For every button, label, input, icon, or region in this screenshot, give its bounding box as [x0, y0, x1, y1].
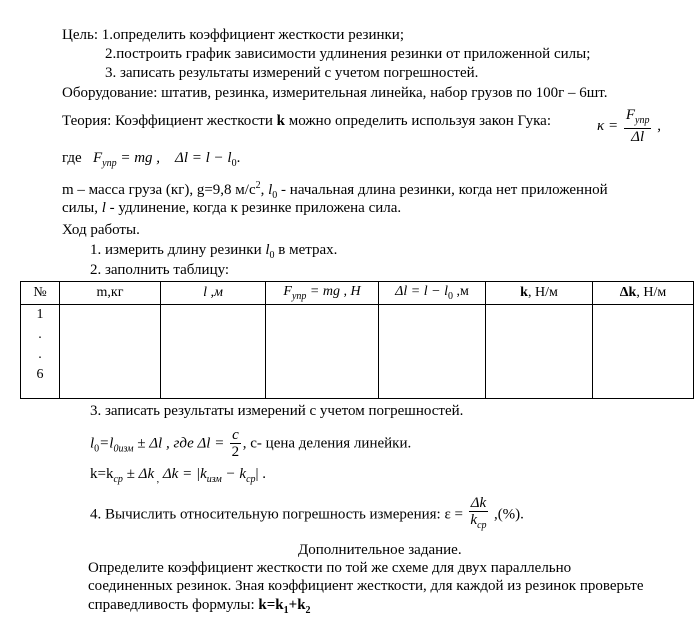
header-length: l ,м	[161, 282, 266, 305]
cell-mass[interactable]	[60, 305, 161, 399]
header-force: $F_{упр}$ = mg , Н	[266, 282, 379, 305]
where-f: F	[92, 150, 103, 166]
step1-l: l	[265, 242, 270, 258]
hooke-num-sub: упр	[635, 115, 650, 126]
row-label-dot-1: .	[38, 327, 42, 342]
extra-line-2: соединенных резинок. Зная коэффициент жесткости, для каждой из резинок проверьте	[88, 578, 644, 594]
header-mass: m,кг	[60, 282, 161, 305]
epsilon-fraction: $\frac{\Delta k}{k_{ср}}$	[470, 495, 487, 531]
row-label-dot-2: .	[38, 347, 42, 362]
header-elongation: $\Delta l = l - l_0$ ,м	[379, 282, 486, 305]
step3-k-line: $k=k_{ср} \pm \Delta k$ $_,$ $\Delta k = |k_{изм} - k_{ср}|$ .	[90, 466, 267, 485]
step1-text-a: 1. измерить длину резинки	[90, 242, 266, 258]
extra-line-1: Определите коэффициент жесткости по той же схеме для двух параллельно	[88, 560, 572, 576]
extra-title: Дополнительное задание.	[298, 542, 462, 558]
hooke-tail: ,	[657, 117, 661, 134]
step3-l0-line: $l_0=l_{0изм} \pm \Delta l$ , где Δl = $\frac{c}{2}$ , с- цена деления линейки.	[90, 427, 412, 460]
step4-text: 4. Вычислить относительную погрешность измерения: ε =	[90, 506, 463, 523]
cell-k[interactable]	[486, 305, 593, 399]
cell-elongation[interactable]	[379, 305, 486, 399]
mass-text-c: - начальная длина резинки, когда нет приложенной	[277, 182, 608, 198]
forces-text-a: силы,	[62, 200, 102, 216]
step3-title: 3. записать результаты измерений с учетом погрешностей.	[90, 403, 464, 419]
procedure-title: Ход работы.	[62, 222, 140, 238]
hooke-formula	[597, 108, 661, 145]
where-dl-end: .	[236, 150, 241, 166]
hooke-num: F	[625, 107, 635, 123]
cell-length[interactable]	[161, 305, 266, 399]
where-line	[62, 150, 240, 172]
header-dk: Δk, Н/м	[593, 282, 694, 305]
goal-item-3: 3. записать результаты измерений с учетом погрешностей.	[105, 65, 479, 81]
hooke-den: Δl	[631, 129, 645, 145]
header-k: k, Н/м	[486, 282, 593, 305]
cell-force[interactable]	[266, 305, 379, 399]
forces-text-b: - удлинение, когда к резинке приложена сила.	[105, 200, 402, 216]
theory-intro: Теория: Коэффициент жесткости	[62, 113, 277, 129]
mass-text-b: ,	[260, 182, 269, 198]
procedure-step-1	[90, 242, 337, 264]
dl-fraction: $\frac{c}{2}$	[231, 427, 240, 460]
where-f-sub: упр	[102, 158, 117, 169]
theory-line	[62, 113, 551, 130]
hooke-lhs: κ =	[597, 117, 619, 134]
extra-line-3: справедливость формулы: $k=k_1+k_2$	[88, 597, 311, 616]
mass-text-a: m – масса груза (кг), g=9,8 м/с	[62, 182, 256, 198]
where-dl-sub: 0	[231, 158, 237, 169]
theory-rest: можно определить используя закон Гука:	[284, 113, 551, 129]
goal-item-1: 1.определить коэффициент жесткости резинки;	[101, 27, 405, 43]
mass-l0-sub: 0	[272, 190, 278, 201]
goal-line-1	[62, 27, 404, 44]
row-label-1: 1	[36, 307, 44, 322]
where-label: где	[62, 150, 82, 166]
theory-k: k	[276, 113, 285, 129]
row-label-6: 6	[36, 367, 44, 382]
step4-line: 4. Вычислить относительную погрешность измерения: ε = $\frac{\Delta k}{k_{ср}}$ ,(%).	[90, 496, 524, 534]
cell-dk[interactable]	[593, 305, 694, 399]
step1-sub: 0	[269, 250, 275, 261]
measurement-table	[20, 281, 694, 399]
procedure-step-2: 2. заполнить таблицу:	[90, 262, 230, 278]
mass-l0: l	[268, 182, 273, 198]
forces-line	[62, 200, 401, 217]
goal-label: Цель:	[62, 27, 98, 43]
l0-a: l	[90, 435, 95, 452]
header-number: №	[21, 282, 60, 305]
forces-l: l	[101, 200, 106, 216]
table-header-row	[21, 282, 694, 305]
mass-sup: 2	[255, 180, 261, 191]
hooke-fraction	[624, 108, 652, 145]
equipment-line: Оборудование: штатив, резинка, измерительная линейка, набор грузов по 100г – 6шт.	[62, 85, 608, 101]
table-row	[21, 305, 694, 399]
step1-text-b: в метрах.	[274, 242, 338, 258]
where-dl: Δl = l − l	[175, 150, 232, 166]
where-f-eq: = mg ,	[120, 150, 161, 166]
row-number-cell	[21, 305, 60, 399]
goal-item-2: 2.построить график зависимости удлинения резинки от приложенной силы;	[105, 46, 591, 62]
